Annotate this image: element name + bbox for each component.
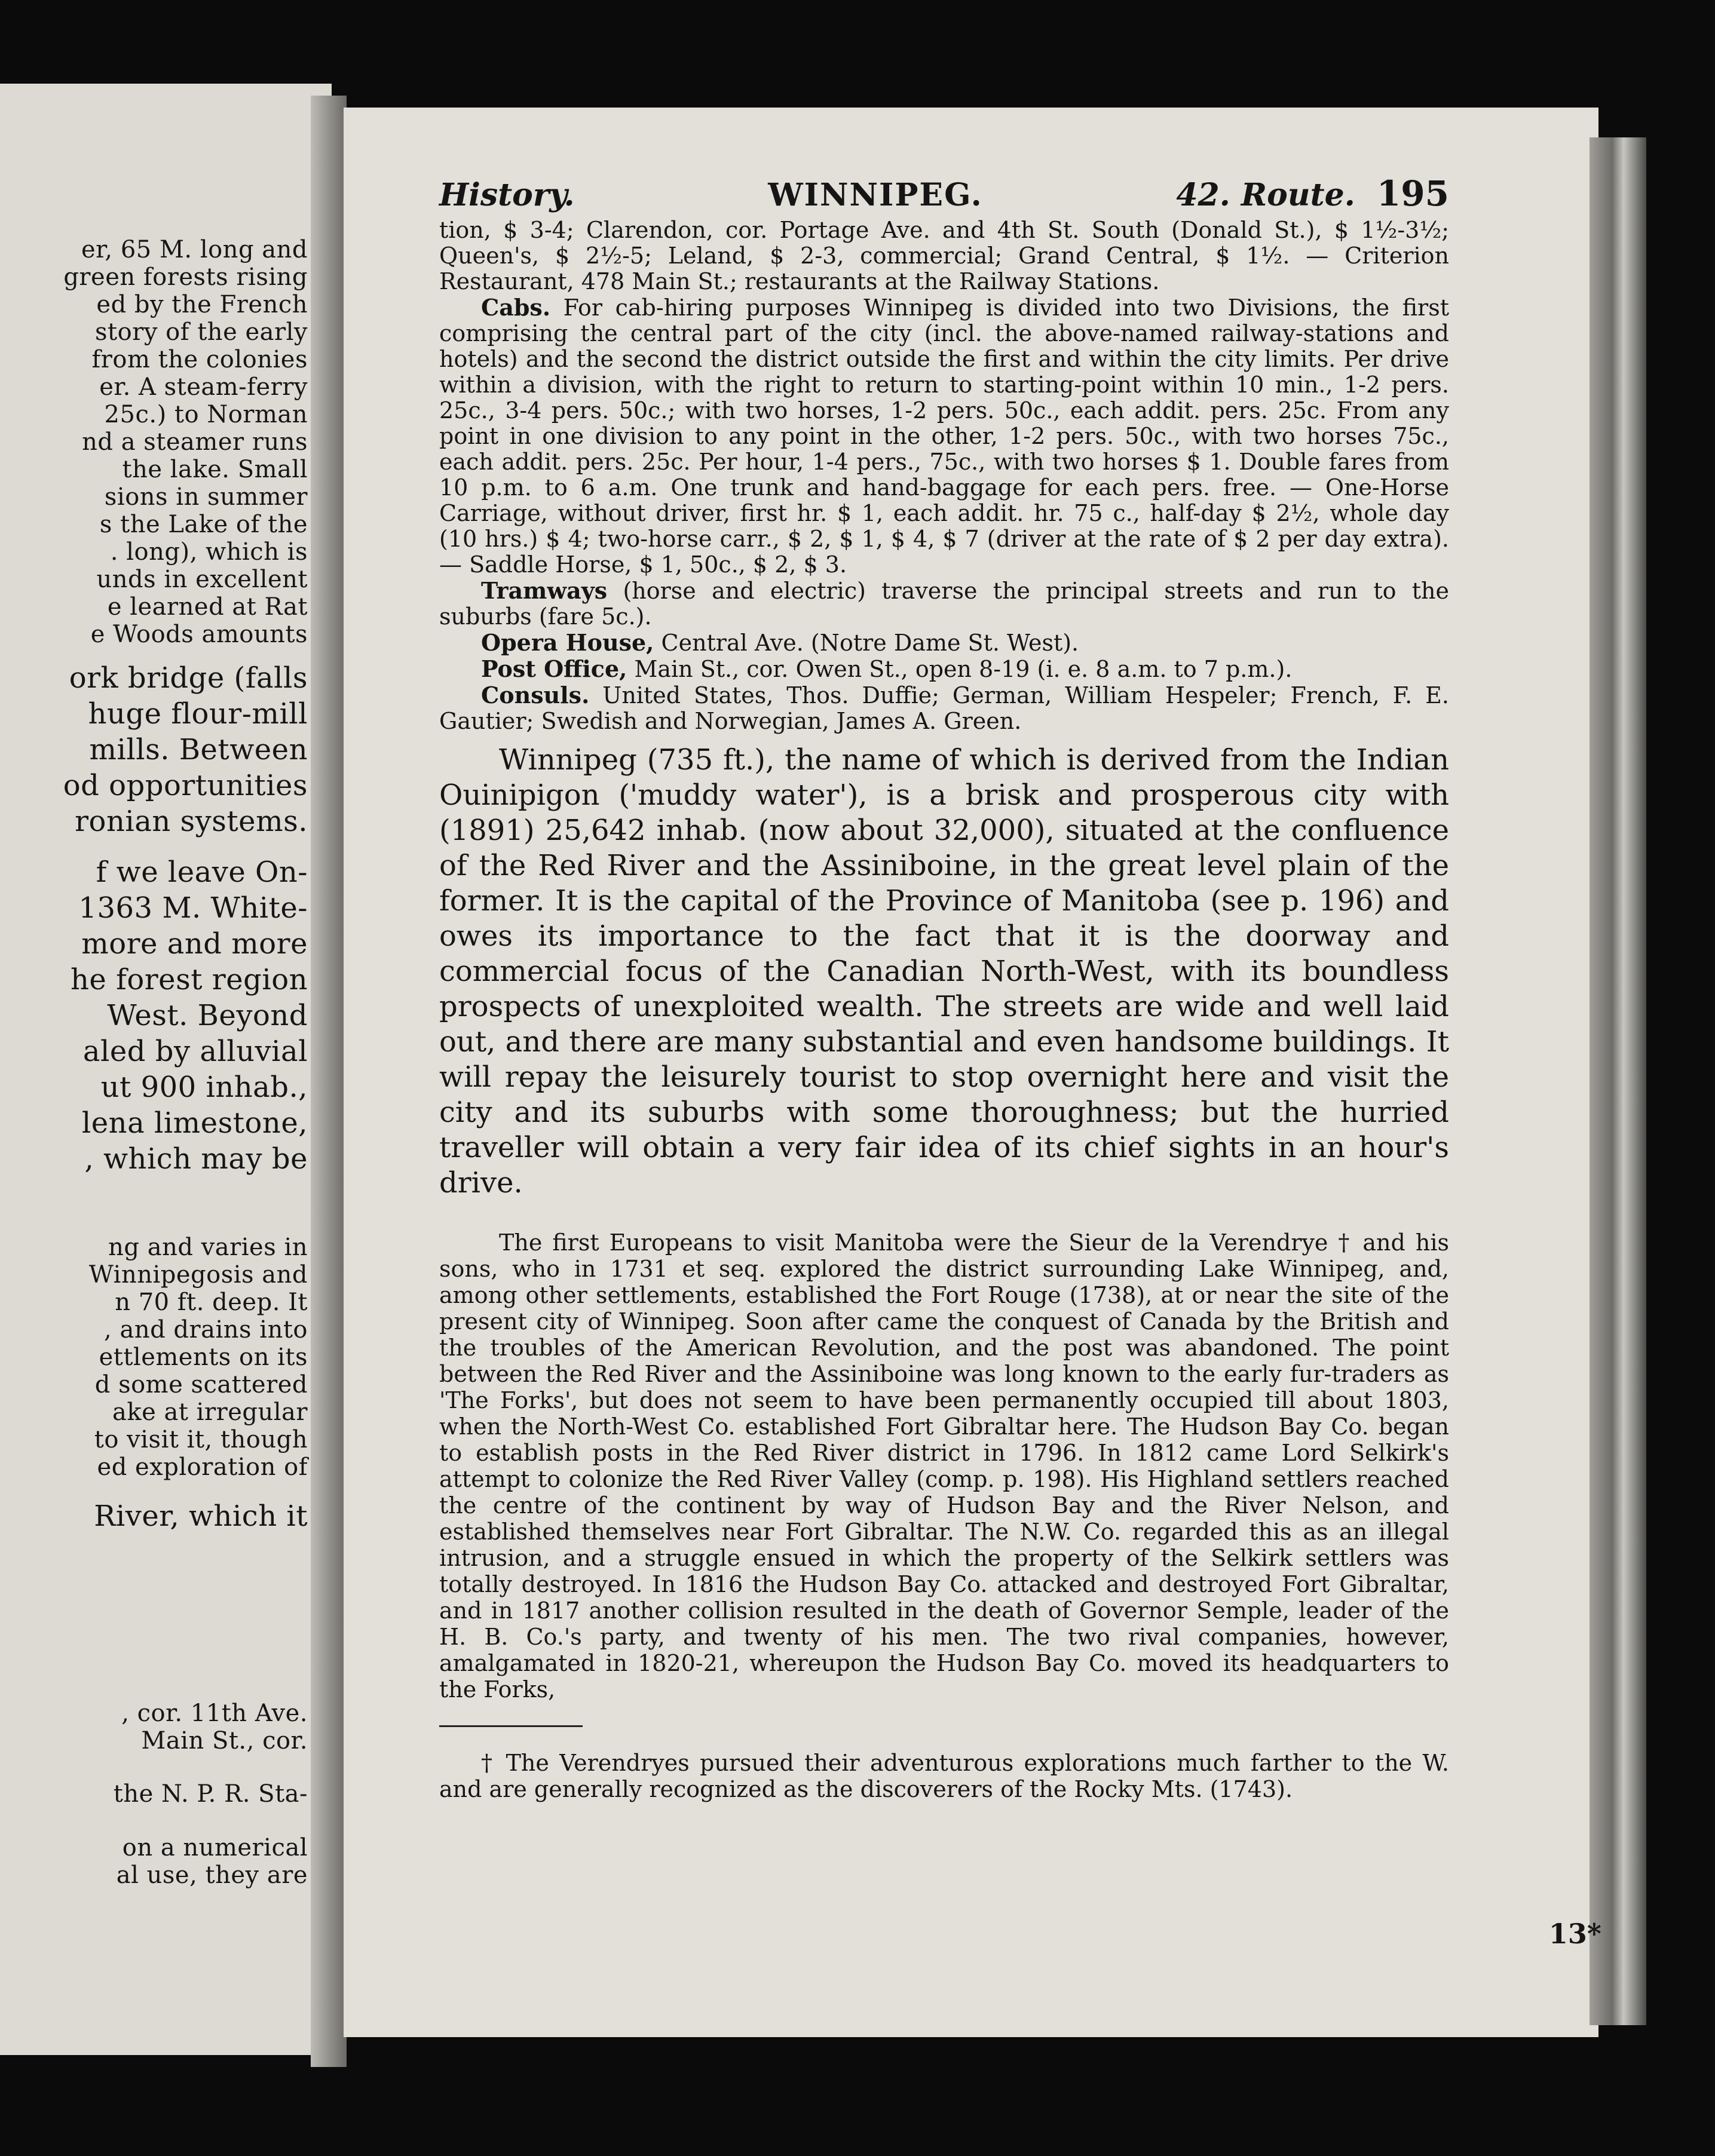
left-line: aled by alluvial — [82, 1035, 308, 1068]
left-line: he forest region — [70, 963, 308, 996]
opera-label: Opera House, — [481, 629, 654, 656]
left-line: ork bridge (falls — [69, 661, 308, 695]
book-gutter — [311, 96, 347, 2067]
consuls-text: United States, Thos. Duffie; German, William Hespeler; French, F. E. Gautier; Swedish and Norwegian, James A. Green. — [439, 682, 1449, 734]
left-line: , and drains into — [104, 1316, 308, 1344]
opera-paragraph — [439, 630, 1449, 656]
footnote-rule — [439, 1725, 583, 1727]
left-line: unds in excellent — [96, 566, 308, 593]
left-line: ut 900 inhab., — [100, 1071, 308, 1104]
left-line: ake at irregular — [112, 1399, 308, 1426]
page-edge — [1590, 137, 1646, 2025]
left-line: ronian systems. — [75, 805, 308, 838]
left-line: er, 65 M. long and — [81, 236, 308, 263]
page-title: WINNIPEG. — [768, 177, 983, 213]
left-line: West. Beyond — [107, 999, 308, 1032]
page-number: 195 — [1376, 173, 1449, 214]
left-line: from the colonies — [91, 346, 308, 373]
left-line: n 70 ft. deep. It — [115, 1289, 308, 1316]
left-line: ng and varies in — [108, 1234, 308, 1261]
opera-text: Central Ave. (Notre Dame St. West). — [661, 630, 1079, 656]
left-line: d some scattered — [94, 1371, 308, 1399]
main-paragraph: Winnipeg (735 ft.), the name of which is derived from the Indian Ouinipigon ('muddy water'), is a brisk and prosperous city with (1891) 25,642 inhab. (now about 32,000), situated at the confluence of the Red River and the Assiniboine, in the great level plain of the former. It is the capital of the Province of Manitoba (see p. 196) and owes its importance to the fact that it is the doorway and commercial focus of the Canadian North-West, with its boundless prospects of unexploited wealth. The streets are wide and well laid out, and there are many substantial and even handsome buildings. It will repay the leisurely tourist to stop overnight here and visit the city and its suburbs with some thoroughness; but the hurried traveller will obtain a very fair idea of its chief sights in an hour's drive. — [439, 743, 1449, 1200]
hotels-text: tion, $ 3-4; Clarendon, cor. Portage Ave. and 4th St. South (Donald St.), $ 1½-3½; Queen's, $ 2½-5; Leland, $ 2-3, commercial; Grand Central, $ 1½. — Criterion Restaurant, 478 Main St.; restaurants at the Railway Stations. — [439, 217, 1449, 295]
tramways-text: (horse and electric) traverse the principal streets and run to the suburbs (fare 5c.). — [439, 578, 1449, 630]
left-line: , which may be — [84, 1142, 308, 1176]
left-line: er. A steam-ferry — [99, 373, 308, 401]
left-line: f we leave On- — [96, 855, 308, 889]
left-line: the lake. Small — [122, 456, 308, 483]
left-line: huge flour-mill — [88, 697, 308, 731]
left-line: ettlements on its — [99, 1344, 308, 1371]
cabs-text: For cab-hiring purposes Winnipeg is divided into two Divisions, the first comprising the central part of the city (incl. the above-named railway-stations and hotels) and the second the district outside the first and within the city limits. Per drive within a division, with the right to return to starting-point within 10 min., 1-2 pers. 25c., 3-4 pers. 50c.; with two horses, 1-2 pers. 50c., each addit. pers. 25c. From any point in one division to any point in the other, 1-2 pers. 50c., with two horses 75c., each addit. pers. 25c. Per hour, 1-4 pers., 75c., with two horses $ 1. Double fares from 10 p.m. to 6 a.m. One trunk and hand-baggage for each pers. free. — One-Horse Carriage, without driver, first hr. $ 1, each addit. hr. 75 c., half-day $ 2½, whole day (10 hrs.) $ 4; two-horse carr., $ 2, $ 1, $ 4, $ 7 (driver at the rate of $ 2 per day extra). — Saddle Horse, $ 1, 50c., $ 2, $ 3. — [439, 295, 1449, 578]
practical-info — [439, 217, 1449, 734]
footnote: † The Verendryes pursued their adventurous explorations much farther to the W. and are generally recognized as the discoverers of the Rocky Mts. (1743). — [439, 1750, 1449, 1802]
section-title: History. — [439, 177, 575, 213]
tramways-paragraph — [439, 578, 1449, 630]
left-line: story of the early — [95, 318, 308, 346]
page-content — [439, 173, 1449, 1825]
left-line: on a numerical — [122, 1834, 308, 1861]
left-line: Winnipegosis and — [88, 1261, 308, 1289]
left-line: od opportunities — [63, 769, 308, 802]
left-line: al use, they are — [116, 1861, 308, 1889]
left-line: mills. Between — [89, 733, 308, 766]
consuls-paragraph — [439, 682, 1449, 734]
left-line: e learned at Rat — [107, 593, 308, 621]
route-and-page — [1176, 173, 1449, 214]
cabs-label: Cabs. — [481, 294, 551, 321]
route-label: 42. Route. — [1176, 177, 1355, 213]
left-line: 1363 M. White- — [78, 891, 308, 925]
left-line: sions in summer — [104, 483, 308, 511]
left-line: to visit it, though — [94, 1426, 308, 1453]
cabs-paragraph — [439, 295, 1449, 578]
post-paragraph — [439, 656, 1449, 682]
post-label: Post Office, — [481, 655, 627, 682]
post-text: Main St., cor. Owen St., open 8-19 (i. e. 8 a.m. to 7 p.m.). — [634, 656, 1293, 682]
left-line: , cor. 11th Ave. — [121, 1700, 308, 1727]
left-line: e Woods amounts — [90, 621, 308, 648]
history-paragraph: The first Europeans to visit Manitoba were the Sieur de la Verendrye † and his sons, who in 1731 et seq. explored the district surrounding Lake Winnipeg, and, among other settlements, established the Fort Rouge (1738), at or near the site of the present city of Winnipeg. Soon after came the conquest of Canada by the British and the troubles of the American Revolution, and the post was abandoned. The point between the Red River and the Assiniboine was long known to the early fur-traders as 'The Forks', but does not seem to have been permanently occupied till about 1803, when the North-West Co. established Fort Gibraltar here. The Hudson Bay Co. began to establish posts in the Red River district in 1796. In 1812 came Lord Selkirk's attempt to colonize the Red River Valley (comp. p. 198). His Highland settlers reached the centre of the continent by way of Hudson Bay and the River Nelson, and established themselves near Fort Gibraltar. The N.W. Co. regarded this as an illegal intrusion, and a struggle ensued in which the property of the Selkirk settlers was totally destroyed. In 1816 the Hudson Bay Co. attacked and destroyed Fort Gibraltar, and in 1817 another collision resulted in the death of Governor Semple, leader of the H. B. Co.'s party, and twenty of his men. The two rival companies, however, amalgamated in 1820-21, whereupon the Hudson Bay Co. moved its headquarters to the Forks, — [439, 1229, 1449, 1703]
left-line: ed by the French — [96, 291, 308, 318]
left-line: lena limestone, — [81, 1106, 308, 1140]
left-line: the N. P. R. Sta- — [113, 1780, 308, 1808]
left-line: ed exploration of — [97, 1453, 308, 1481]
tramways-label: Tramways — [481, 577, 608, 604]
consuls-label: Consuls. — [481, 682, 590, 709]
left-line: more and more — [81, 927, 308, 961]
running-head — [439, 173, 1449, 214]
left-line: Main St., cor. — [141, 1727, 308, 1755]
left-line: River, which it — [94, 1499, 308, 1533]
left-line: 25c.) to Norman — [104, 401, 308, 428]
left-line: green forests rising — [63, 263, 308, 291]
left-line: nd a steamer runs — [82, 428, 308, 456]
left-line: . long), which is — [110, 538, 308, 566]
left-line: s the Lake of the — [99, 511, 308, 538]
signature-mark: 13* — [1548, 1918, 1601, 1950]
